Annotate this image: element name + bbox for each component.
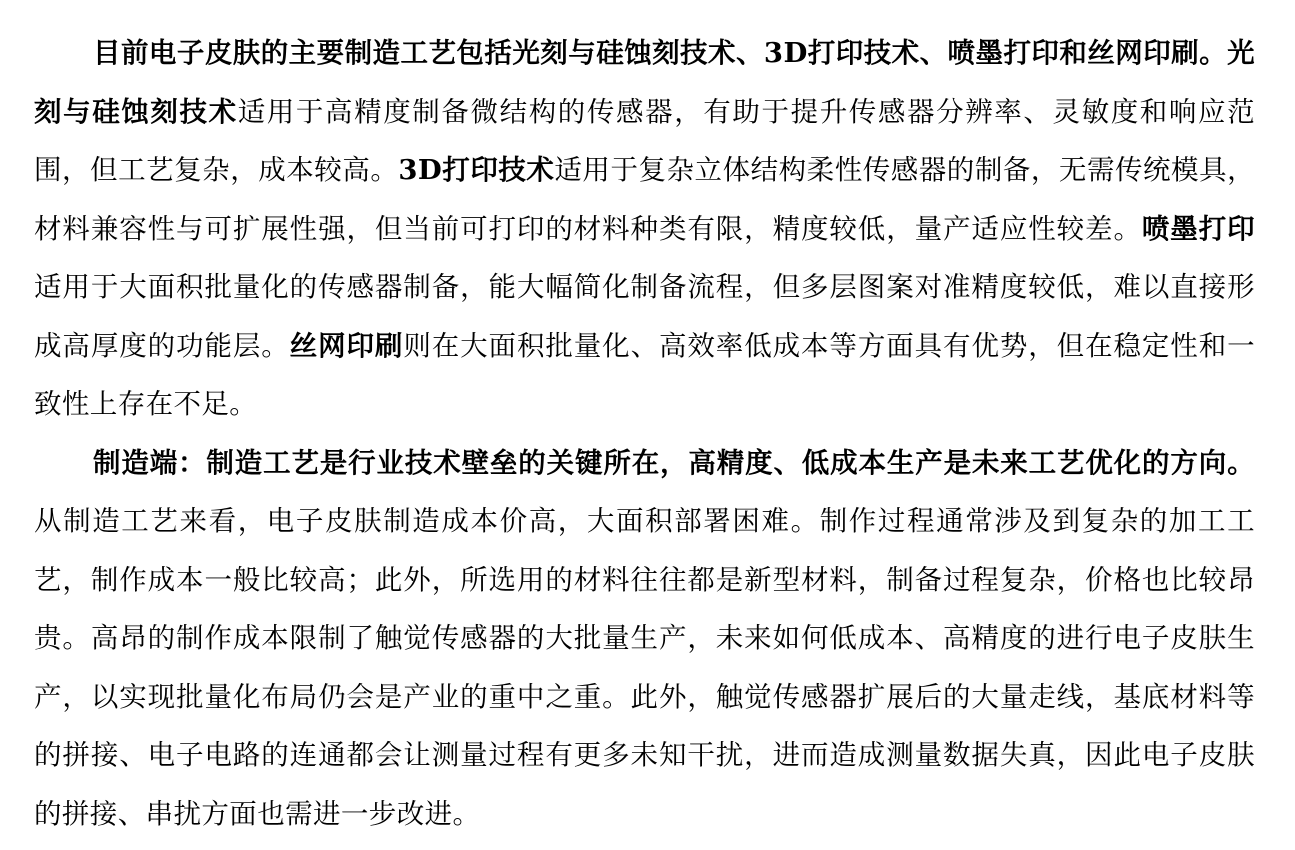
term-photolithography: 光刻与硅蚀刻技术 <box>34 37 1255 128</box>
paragraph-manufacturing-processes <box>34 24 1255 434</box>
text-photolithography: 适用于高精度制备微结构的传感器，有助于提升传感器分辨率、灵敏度和响应范围，但工艺复杂，成本较高。 <box>34 95 1255 186</box>
term-3d-printing: 3D打印技术 <box>398 154 555 186</box>
text-screen-printing: 则在大面积批量化、高效率低成本等方面具有优势，但在稳定性和一致性上存在不足。 <box>34 329 1256 420</box>
paragraph-2-lead-bold: 制造端：制造工艺是行业技术壁垒的关键所在，高精度、低成本生产是未来工艺优化的方向。 <box>93 446 1255 479</box>
text-inkjet-printing: 适用于大面积批量化的传感器制备，能大幅简化制备流程，但多层图案对准精度较低，难以直接形成高厚度的功能层。 <box>34 271 1255 362</box>
paragraph-2-body: 从制造工艺来看，电子皮肤制造成本价高，大面积部署困难。制作过程通常涉及到复杂的加工工艺，制作成本一般比较高；此外，所选用的材料往往都是新型材料，制备过程复杂，价格也比较昂贵。高昂的制作成本限制了触觉传感器的大批量生产，未来如何低成本、高精度的进行电子皮肤生产，以实现批量化布局仍会是产业的重中之重。此外，触觉传感器扩展后的大量走线，基底材料等的拼接、电子电路的连通都会让测量过程有更多未知干扰，进而造成测量数据失真，因此电子皮肤的拼接、串扰方面也需进一步改进。 <box>34 505 1255 830</box>
paragraph-manufacturing-end <box>34 434 1255 844</box>
paragraph-1-lead-bold: 目前电子皮肤的主要制造工艺包括光刻与硅蚀刻技术、3D打印技术、喷墨打印和丝网印刷。 <box>93 37 1228 69</box>
text-3d-printing: 适用于复杂立体结构柔性传感器的制备，无需传统模具，材料兼容性与可扩展性强，但当前可打印的材料种类有限，精度较低，量产适应性较差。 <box>34 154 1255 245</box>
term-inkjet-printing: 喷墨打印 <box>1141 212 1255 245</box>
term-screen-printing: 丝网印刷 <box>289 329 404 362</box>
